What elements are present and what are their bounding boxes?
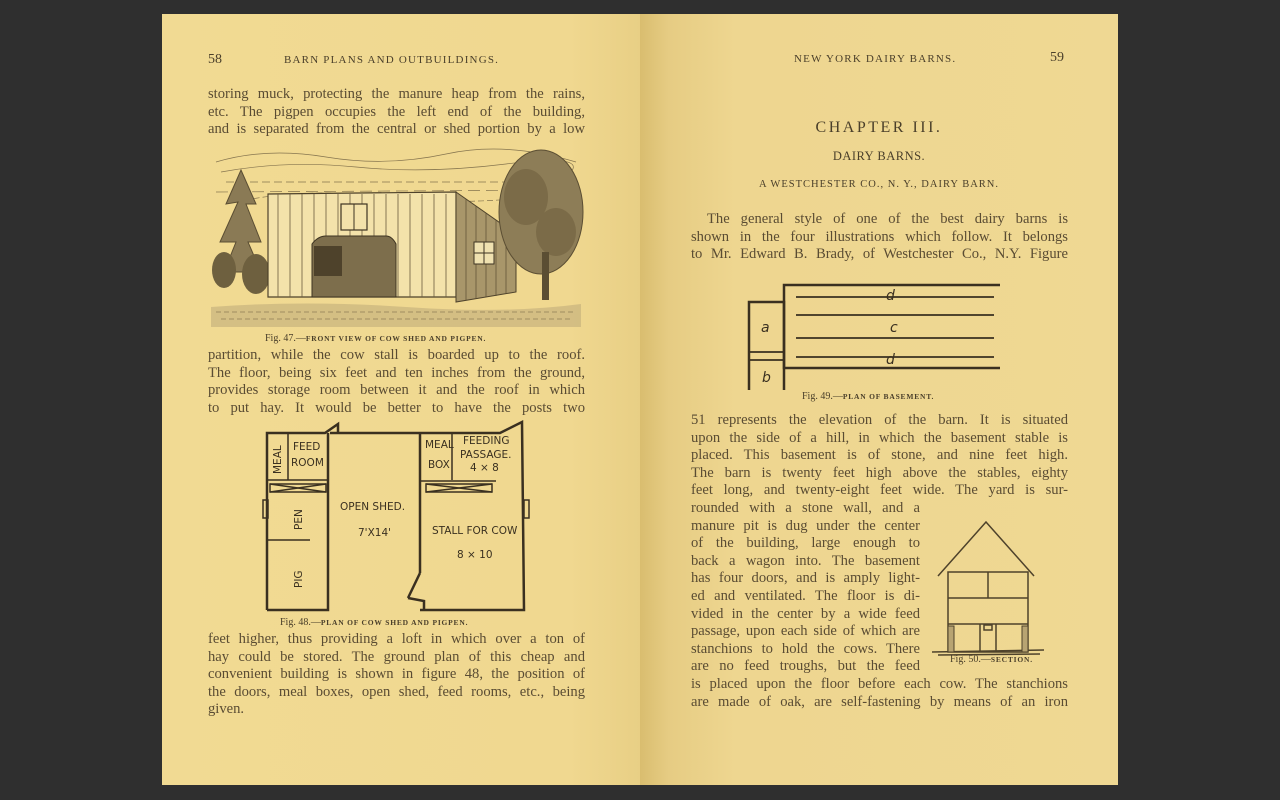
- fig50-section-drawing: [930, 514, 1050, 656]
- paragraph-main: [691, 412, 1068, 500]
- fig49-basement-plan: [744, 280, 1000, 390]
- fig48-label-feed: FEED: [293, 441, 321, 453]
- fig48-floor-plan: [260, 418, 540, 618]
- text-line: the doors, meal boxes, open shed, feed rooms, etc., being: [208, 683, 585, 700]
- fig48-label-open-shed: OPEN SHED.: [340, 501, 406, 513]
- right-page: [640, 14, 1118, 785]
- page-number: 59: [1050, 50, 1064, 65]
- text-line: are made of oak, are self-fastening by means of an iron: [691, 693, 1068, 710]
- page-number: 58: [208, 52, 222, 67]
- fig49-caption: [802, 391, 934, 402]
- paragraph-bottom: [208, 631, 585, 719]
- chapter-number: CHAPTER III.: [815, 119, 943, 136]
- text-line: etc. The pigpen occupies the left end of the building,: [208, 103, 585, 120]
- caption-text: PLAN OF BASEMENT.: [842, 392, 935, 401]
- text-line: of the building, large enough to: [691, 535, 920, 552]
- text-line: to put hay. It would be better to have the posts two: [208, 399, 585, 416]
- text-line: stanchions to hold the cows. There: [691, 640, 920, 657]
- text-line: feet higher, thus providing a loft in which over a ton of: [208, 631, 585, 647]
- paragraph-narrow: [691, 500, 920, 676]
- text-line: provides storage room between it and the roof in which: [208, 382, 585, 399]
- caption-prefix: Fig. 48.—: [280, 617, 321, 628]
- fig48-label-passage: PASSAGE.: [460, 449, 512, 461]
- fig48-label-feeding-dim: 4 × 8: [470, 462, 499, 474]
- caption-prefix: Fig. 49.—: [802, 391, 843, 402]
- text-line: 51 represents the elevation of the barn. It is situated: [691, 412, 1068, 428]
- text-line: storing muck, protecting the manure heap from the rains,: [208, 86, 585, 102]
- running-header: BARN PLANS AND OUTBUILDINGS.: [284, 54, 500, 66]
- fig48-label-room: ROOM: [291, 457, 324, 469]
- left-page: [162, 14, 640, 785]
- chapter-title: DAIRY BARNS.: [832, 149, 926, 163]
- fig48-label-meal-box: MEAL: [425, 439, 454, 451]
- section-title: A WESTCHESTER CO., N. Y., DAIRY BARN.: [758, 179, 1000, 190]
- fig47-caption: [265, 333, 486, 344]
- fig48-label-box: BOX: [428, 459, 450, 471]
- text-line: manure pit is dug under the center: [691, 517, 920, 534]
- text-line: The general style of one of the best dairy barns is: [707, 211, 1068, 227]
- text-line: back a wagon into. The basement: [691, 552, 920, 569]
- fig48-label-feeding: FEEDING: [463, 435, 510, 447]
- fig48-label-meal: MEAL: [272, 445, 284, 474]
- caption-text: SECTION.: [990, 655, 1033, 664]
- running-header: NEW YORK DAIRY BARNS.: [794, 53, 957, 65]
- fig49-label-c: c: [890, 320, 898, 336]
- text-line: feet long, and twenty-eight feet wide. The yard is sur-: [691, 482, 1068, 499]
- fig50-caption: [950, 654, 1033, 665]
- text-line: convenient building is shown in figure 48, the position of: [208, 666, 585, 683]
- text-line: to Mr. Edward B. Brady, of Westchester Co., N.Y. Figure: [691, 246, 1068, 263]
- text-line: ed and ventilated. The floor is di-: [691, 587, 920, 604]
- text-line: shown in the four illustrations which follow. It belongs: [691, 228, 1068, 245]
- fig47-barn-illustration: [206, 142, 586, 332]
- caption-text: FRONT VIEW OF COW SHED AND PIGPEN.: [305, 334, 487, 343]
- fig49-label-a: a: [761, 320, 770, 336]
- paragraph-middle: [208, 347, 585, 417]
- text-line: placed. This basement is of stone, and nine feet high.: [691, 447, 1068, 464]
- fig48-label-pig: PIG: [293, 570, 305, 588]
- text-line: The barn is twenty feet high above the stables, eighty: [691, 464, 1068, 481]
- fig48-label-pen: PEN: [293, 509, 305, 530]
- fig49-label-b: b: [762, 370, 771, 386]
- paragraph-end: [691, 676, 1068, 711]
- book-spread: [162, 14, 1118, 785]
- caption-prefix: Fig. 50.—: [950, 654, 991, 665]
- fig48-label-stall: STALL FOR COW: [432, 525, 518, 537]
- text-line: given.: [208, 701, 245, 718]
- text-line: passage, upon each side of which are: [691, 623, 920, 640]
- text-line: hay could be stored. The ground plan of this cheap and: [208, 648, 585, 665]
- fig49-label-d-bottom: d: [886, 352, 895, 368]
- text-line: has four doors, and is amply light-: [691, 570, 920, 587]
- text-line: vided in the center by a wide feed: [691, 605, 920, 622]
- caption-text: PLAN OF COW SHED AND PIGPEN.: [320, 618, 469, 627]
- paragraph-intro: [691, 211, 1068, 264]
- paragraph-top: [208, 86, 585, 139]
- fig48-label-open-shed-dim: 7'X14': [358, 527, 392, 539]
- text-line: are no feed troughs, but the feed: [691, 658, 920, 675]
- text-line: The floor, being six feet and ten inches from the ground,: [208, 364, 585, 381]
- text-line: partition, while the cow stall is boarded up to the roof.: [208, 347, 585, 363]
- fig48-label-stall-dim: 8 × 10: [457, 549, 493, 561]
- caption-prefix: Fig. 47.—: [265, 333, 306, 344]
- text-line: is placed upon the floor before each cow. The stanchions: [691, 676, 1068, 692]
- fig49-label-d-top: d: [886, 288, 895, 304]
- fig48-caption: [280, 617, 468, 628]
- text-line: and is separated from the central or shed portion by a low: [208, 121, 585, 138]
- text-line: upon the side of a hill, in which the basement stable is: [691, 429, 1068, 446]
- text-line: rounded with a stone wall, and a: [691, 500, 920, 516]
